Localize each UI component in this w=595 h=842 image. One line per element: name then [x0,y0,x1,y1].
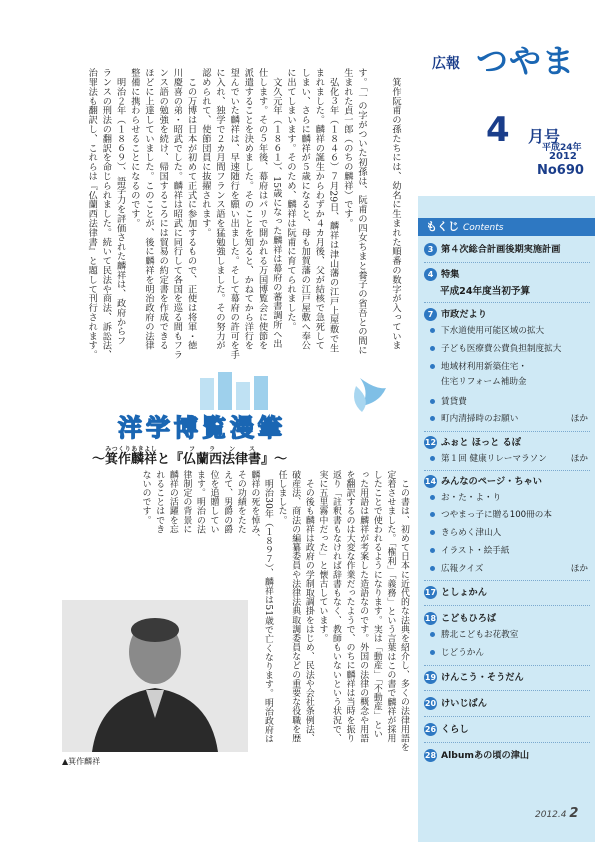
toc-page-badge: 26 [424,725,437,734]
bullet-icon [430,512,435,517]
body-text-column: 明治２年（１８６９）、語学力を評価された麟祥は、政府からフ [114,68,126,346]
body-text-column: ほどに上達していました。このことが、後に麟祥を明治政府の法律 [143,68,154,350]
toc-item-label: 市政だより [441,309,487,320]
body-text-column: 位を追贈してい [208,470,219,534]
divider [424,302,590,303]
issue-month: 4 [486,110,510,150]
body-text-column: 律制定の背景に [181,470,192,534]
divider [424,431,590,432]
body-text-column: 治罪法も翻訳し、これらは『仏蘭西法律書』と題して刊行されます。 [86,68,98,360]
toc-item-label: ふぉと ほっと るぽ [441,437,521,448]
toc-item[interactable] [424,308,590,322]
body-text-column: 破産法、商法の編纂委員や法律法典取調委員などの重要な役職を歴 [290,470,301,743]
toc-item-label: 第４次総合計画後期実施計画 [441,244,561,255]
banner-block-4 [254,376,268,410]
divider [424,665,590,666]
toc-subitem[interactable]: つやまっ子に贈る100冊の本 [430,508,592,522]
body-text-column: 麟祥の死を悼み、 [249,470,260,543]
toc-item[interactable] [424,436,590,450]
body-text-column: 弘化３年（１８４６）７月29日、麟祥は津山藩の江戸上屋敷で生 [327,68,339,353]
banner-block-3 [236,382,250,410]
toc-page-badge: 18 [424,614,437,623]
toc-subitem[interactable]: きらめく津山人 [430,526,592,540]
body-text-column: 任しました。 [276,470,287,525]
body-text-column: 川慶喜の弟・昭武でした。麟祥は昭武に同行して各国を巡る間もフラ [171,68,183,360]
toc-subitem[interactable]: 地域材利用新築住宅・ [430,360,592,374]
toc-item[interactable] [424,268,590,282]
toc-subitem[interactable]: 賃貸費 [430,395,592,409]
body-text-column: を翻訳するのは大変な作業だったようで、のちに麟祥は当時を振り [344,470,355,743]
bullet-icon [430,530,435,535]
body-text-column: に出てしまいます。そのため、麟祥は阮甫に育てられました。 [285,68,296,332]
body-text-column: 認められて、使節団員に抜擢されます。 [199,68,211,238]
issue-year: 2012 [549,151,577,162]
body-text-column: に入れ、独学で２カ月間フランス語を猛勉強しました。その努力が [214,68,225,350]
divider [424,605,590,606]
body-text-column: えて、男爵の爵 [222,470,233,534]
body-text-column: ランスの刑法の翻訳を命じられました。続いて民法や商法、訴訟法、 [100,68,112,360]
toc-item[interactable] [424,723,590,737]
body-text-column: まれました。麟祥の誕生からわずか４カ月後、父が結核で急死して [313,68,325,350]
bullet-icon [430,416,435,421]
body-text-column: ます。明治の法 [195,470,205,534]
divider [424,580,590,581]
toc-item-label: みんなのページ・ちゃい [441,476,542,487]
body-text-column: 望んでいた麟祥は、早速随行を願い出ました。そして幕府の許可を手 [228,68,240,360]
toc-heading-en: Contents [463,223,504,233]
toc-item[interactable] [424,612,590,626]
bullet-icon [430,650,435,655]
toc-page-badge: 20 [424,699,437,708]
banner-block-2 [218,372,232,410]
toc-item-label: けんこう・そうだん [441,672,524,683]
toc-page-badge: 12 [424,438,437,447]
toc-item[interactable] [424,243,590,257]
divider [424,716,590,717]
book-title: 仏蘭西法律書フランス [183,446,262,467]
toc-page-badge: 17 [424,588,437,597]
bullet-icon [430,364,435,369]
divider [424,262,590,263]
masthead-kouhou: 広報 [432,56,460,72]
toc-item-label: Albumあの頃の津山 [441,750,530,761]
toc-page-badge: 19 [424,673,437,682]
bullet-icon [430,456,435,461]
issue-number: No690 [537,163,584,178]
body-text-column: 派遣することを決めました。そのことを知ると、かねてから洋行を [242,68,254,350]
toc-item[interactable] [424,586,590,600]
toc-heading [418,218,595,236]
bullet-icon [430,399,435,404]
body-text-column: 定着させました。「権利」「義務」という言葉はこの書で麟祥が採用 [385,470,396,743]
toc-item[interactable] [424,671,590,685]
issue-era-year: 平成24年 [542,143,582,153]
body-text-column: 明治30年（１８９７）、麟祥は51歳で亡くなります。明治政府は [263,470,273,744]
toc-item[interactable] [424,475,590,489]
toc-subitem[interactable]: 下水道使用可能区域の拡大 [430,324,592,338]
toc-item-label: くらし [441,724,469,735]
article-subtitle: 〜箕作麟祥みつくりあきよしと『仏蘭西法律書フランス』〜 [92,446,288,467]
article-title: 洋学博覧漫筆 [118,413,286,442]
portrait-photo [62,600,248,752]
body-text-column: ンス語の勉強を続け、帰国するころには貿易の約定書を作成できる [157,68,169,350]
toc-page-badge: 7 [424,308,437,321]
page-number: 2012.4 2 [535,806,579,821]
divider [424,690,590,691]
body-text-column: 麟祥の活躍を忘 [167,470,178,534]
body-text-column: この書は、初めて日本に近代的な法典を紹介し、多くの法律用語を [399,470,409,752]
portrait-hair [131,618,179,642]
toc-subitem[interactable]: 子ども医療費公費負担制度拡大 [430,342,592,356]
bullet-icon [430,632,435,637]
toc-feature-title[interactable]: 平成24年度当初予算 [440,286,531,297]
toc-item[interactable] [424,749,590,763]
issue-month-unit: 月号 [528,127,561,146]
toc-page-badge: 28 [424,751,437,760]
toc-subitem-cont[interactable]: 住宅リフォーム補助金 [441,377,527,387]
article-body-top [60,68,390,364]
bullet-icon [430,548,435,553]
body-text-column: その功績をたた [235,470,246,534]
body-text-column: しまい、さらに麟祥が５歳になると、母も加賀藩の江戸屋敷へ奉公 [299,68,311,350]
toc-item-label: こどもひろば [441,613,497,624]
bullet-icon [430,495,435,500]
toc-page-badge: 4 [424,268,437,281]
banner-block-1 [200,378,214,410]
photo-caption: ▲箕作麟祥 [62,757,101,766]
body-text-column: ないのです。 [140,470,151,525]
bullet-icon [430,566,435,571]
body-text-column: 文久元年（１８６１）、15歳になった麟祥は幕府の蕃書調所へ出 [270,68,282,349]
toc-subitem[interactable]: じどうかん [430,646,592,660]
toc-page-badge: 14 [424,477,437,486]
body-text-column: れることはでき [154,470,165,534]
person-name: 箕作麟祥みつくりあきよし [105,446,158,467]
toc-subitem[interactable]: 第１回 健康リレーマラソン ほか [430,452,592,466]
body-text-column: 生まれた貞一郎（のちの麟祥）です。 [341,68,353,228]
body-text-column: 実に五里霧中だった」と懐古しています。 [317,470,328,643]
body-text-column: したことで使われるようになります。実は「動産」「不動産」とい [371,470,382,739]
toc-page-badge: 3 [424,243,437,256]
divider [424,470,590,471]
body-text-column: この万博は日本が初めて正式に参加するもので、正使は将軍・徳 [185,68,197,350]
toc-item[interactable] [424,697,590,711]
body-text-column: す。「一の字がついた初孫は、阮甫の四女ちまと養子の省吾との間に [356,68,367,355]
bullet-icon [430,346,435,351]
body-text-column: った用語は麟祥が考案した造語なのです。外国の法律の概念や用語 [358,470,369,743]
toc-subitem[interactable]: 勝北こどもお花教室 [430,628,592,642]
toc-subitem[interactable]: お・た・よ・り [430,491,592,505]
toc-item-label: としょかん [441,587,487,598]
body-text-column: 箕作阮甫の孫たちには、幼名に生まれた順番の数字が入っていま [390,68,401,350]
article-body-bottom [140,470,410,790]
bullet-icon [430,328,435,333]
leaf-crest-icon-2 [354,386,366,412]
body-text-column: 返り「註釈書もなければ辞書もなく、教師もいないという状況で、 [331,470,341,743]
body-text-column: 仕します。その５年後、幕府はパリで開かれる万国博覧会に使節を [256,68,268,350]
toc-subitem[interactable]: 広報クイズ ほか [430,562,592,576]
body-text-column: 整備に携わらせることになるのです。 [128,68,140,228]
toc-item-label: けいじばん [441,698,487,709]
body-text-column: その後も麟祥は政府の学制取調掛をはじめ、民法や会社条例法、 [303,470,314,743]
masthead-title: つやま [476,42,576,80]
toc-item-label: 特集 [441,269,460,280]
toc-heading-label: もくじ [426,220,459,233]
divider [424,742,590,743]
toc-subitem[interactable]: 町内清掃時のお願い ほか [430,412,592,426]
toc-subitem[interactable]: イラスト・絵手紙 [430,544,592,558]
